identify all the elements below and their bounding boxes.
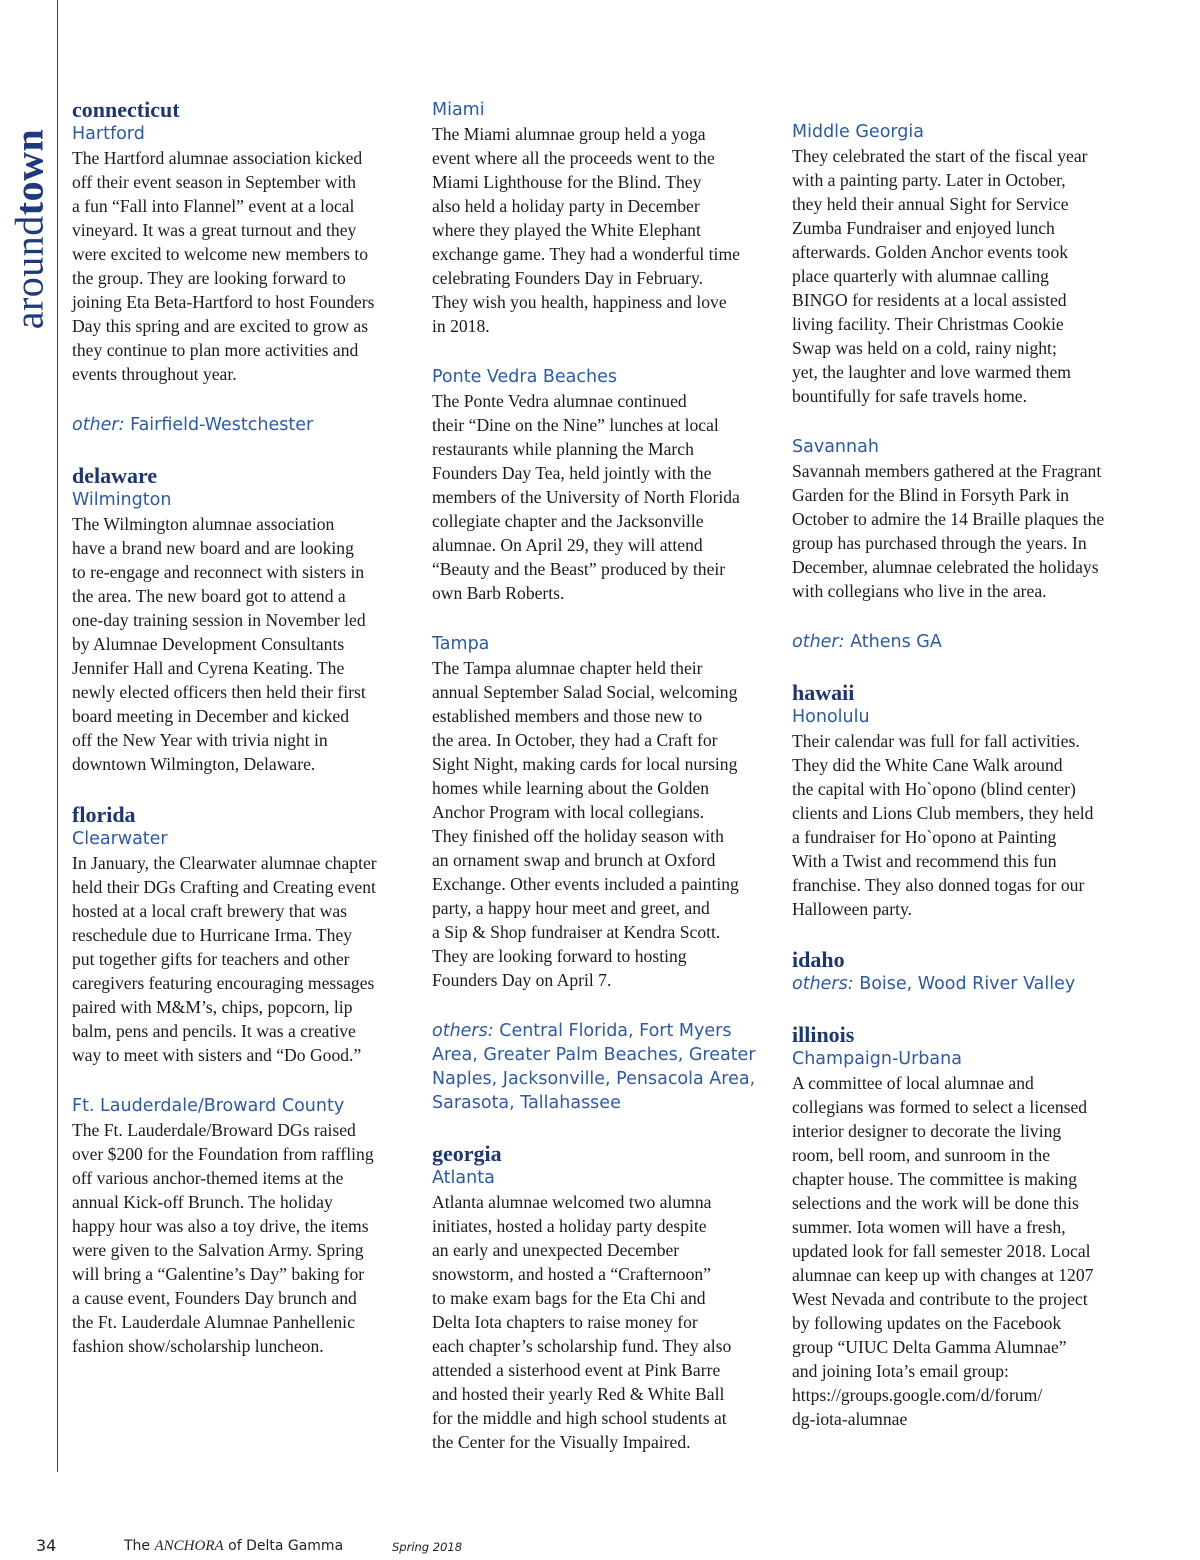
column-3 xyxy=(792,120,1132,1431)
section-label-around: around xyxy=(6,215,52,330)
state-heading-idaho: idaho xyxy=(792,947,845,972)
article-wilmington: The Wilmington alumnae association have a brand new board and are looking to re-engage and reconnect with sisters in the area. The new board got to attend a one-day training session in November led by Alumnae Development Consultants Jennifer Hall and Cyrena Keating. The newly elected officers then held their first board meeting in December and kicked off the New Year with trivia night in downtown Wilmington, Delaware. xyxy=(72,514,366,774)
others-label: others: xyxy=(432,1021,494,1041)
other-label: other: xyxy=(792,632,845,652)
other-label: other: xyxy=(72,415,125,435)
article-middlegeorgia: They celebrated the start of the fiscal year with a painting party. Later in October, they held their annual Sight for Service Zumba Fundraiser and enjoyed lunch afterwards. Golden Anchor events took place quarterly with alumnae calling BINGO for residents at a local assisted living facility. Their Christmas Cookie Swap was held on a cold, rainy night; yet, the laughter and love warmed them bountifully for safe travels home. xyxy=(792,146,1088,406)
publication-title xyxy=(124,1538,343,1555)
city-heading-tampa: Tampa xyxy=(432,634,490,654)
issue-season: Spring 2018 xyxy=(392,1540,463,1554)
pub-the: The xyxy=(124,1538,151,1554)
article-clearwater: In January, the Clearwater alumnae chapter held their DGs Crafting and Creating event hosted at a local craft brewery that was reschedule due to Hurricane Irma. They put together gifts for teachers and other caregivers featuring encouraging messages paired with M&M’s, chips, popcorn, lip balm, pens and pencils. It was a creative way to meet with sisters and “Do Good.” xyxy=(72,853,377,1065)
city-heading-clearwater: Clearwater xyxy=(72,829,168,849)
state-heading-hawaii: hawaii xyxy=(792,680,855,705)
city-heading-pontevedra: Ponte Vedra Beaches xyxy=(432,367,617,387)
city-heading-miami: Miami xyxy=(432,100,485,120)
city-heading-ftlauderdale: Ft. Lauderdale/Broward County xyxy=(72,1096,345,1116)
article-hartford: The Hartford alumnae association kicked off their event season in September with a fun “Fall into Flannel” event at a local vineyard. It was a great turnout and they were excited to welcome new members to the group. They are looking forward to joining Eta Beta-Hartford to host Founders Day this spring and are excited to grow as they continue to plan more activities and events throughout year. xyxy=(72,148,375,384)
others-value: Boise, Wood River Valley xyxy=(859,974,1076,994)
column-2 xyxy=(432,98,772,1454)
article-tampa: The Tampa alumnae chapter held their annual September Salad Social, welcoming established members and those new to the area. In October, they had a Craft for Sight Night, making cards for local nursing homes while learning about the Golden Anchor Program with local collegians. They finished off the holiday season with an ornament swap and brunch at Oxford Exchange. Other events included a painting party, a happy hour meet and greet, and a Sip & Shop fundraiser at Kendra Scott. They are looking forward to hosting Founders Day on April 7. xyxy=(432,658,739,990)
pub-rest: of Delta Gamma xyxy=(228,1538,344,1554)
city-heading-honolulu: Honolulu xyxy=(792,707,870,727)
article-champaign: A committee of local alumnae and collegians was formed to select a licensed interior designer to decorate the living room, bell room, and sunroom in the chapter house. The committee is making selections and the work will be done this summer. Iota women will have a fresh, updated look for fall semester 2018. Local alumnae can keep up with changes at 1207 West Nevada and contribute to the project by following updates on the Facebook group “UIUC Delta Gamma Alumnae” and joining Iota’s email group: https://groups.google.com/d/forum/ dg-iota-alumnae xyxy=(792,1073,1094,1429)
article-miami: The Miami alumnae group held a yoga event where all the proceeds went to the Miami Lighthouse for the Blind. They also held a holiday party in December where they played the White Elephant exchange game. They had a wonderful time celebrating Founders Day in February. They wish you health, happiness and love in 2018. xyxy=(432,124,740,336)
state-heading-florida: florida xyxy=(72,802,136,827)
article-savannah: Savannah members gathered at the Fragrant Garden for the Blind in Forsyth Park in October to admire the 14 Braille plaques the group has purchased through the years. In December, alumnae celebrated the holidays with collegians who live in the area. xyxy=(792,461,1105,601)
page-number: 34 xyxy=(36,1536,57,1555)
city-heading-middlegeorgia: Middle Georgia xyxy=(792,122,924,142)
pub-anchora: ANCHORA xyxy=(154,1538,224,1554)
state-heading-connecticut: connecticut xyxy=(72,97,180,122)
city-heading-savannah: Savannah xyxy=(792,437,879,457)
article-atlanta: Atlanta alumnae welcomed two alumna initiates, hosted a holiday party despite an early and unexpected December snowstorm, and hosted a “Crafternoon” to make exam bags for the Eta Chi and Delta Iota chapters to raise money for each chapter’s scholarship fund. They also attended a sisterhood event at Pink Barre and hosted their yearly Red & White Ball for the middle and high school students at the Center for the Visually Impaired. xyxy=(432,1192,732,1452)
section-label-town: town xyxy=(6,128,52,216)
other-chapters-georgia xyxy=(792,630,1132,654)
article-honolulu: Their calendar was full for fall activities. They did the White Cane Walk around the capital with Ho`opono (blind center) clients and Lions Club members, they held a fundraiser for Ho`opono at Painting With a Twist and recommend this fun franchise. They also donned togas for our Halloween party. xyxy=(792,731,1094,919)
state-heading-delaware: delaware xyxy=(72,463,158,488)
city-heading-wilmington: Wilmington xyxy=(72,490,172,510)
state-heading-illinois: illinois xyxy=(792,1022,855,1047)
page-footer xyxy=(0,1536,1200,1560)
sidebar-rule xyxy=(57,0,58,1472)
others-label: others: xyxy=(792,974,854,994)
state-heading-georgia: georgia xyxy=(432,1141,502,1166)
other-value: Athens GA xyxy=(850,632,942,652)
city-heading-atlanta: Atlanta xyxy=(432,1168,495,1188)
city-heading-hartford: Hartford xyxy=(72,124,145,144)
other-value: Fairfield-Westchester xyxy=(130,415,314,435)
others-value: Central Florida, Fort Myers Area, Greater Palm Beaches, Greater Naples, Jacksonville, Pensacola Area, Sarasota, Tallahassee xyxy=(432,1021,756,1113)
city-heading-champaign: Champaign-Urbana xyxy=(792,1049,962,1069)
article-ftlauderdale: The Ft. Lauderdale/Broward DGs raised over $200 for the Foundation from raffling off various anchor-themed items at the annual Kick-off Brunch. The holiday happy hour was also a toy drive, the items were given to the Salvation Army. Spring will bring a “Galentine’s Day” baking for a cause event, Founders Day brunch and the Ft. Lauderdale Alumnae Panhellenic fashion show/scholarship luncheon. xyxy=(72,1120,374,1356)
other-chapters-florida xyxy=(432,1019,772,1115)
other-chapters-idaho xyxy=(792,972,1132,996)
article-pontevedra: The Ponte Vedra alumnae continued their “Dine on the Nine” lunches at local restaurants while planning the March Founders Day Tea, held jointly with the members of the University of North Florida collegiate chapter and the Jacksonville alumnae. On April 29, they will attend “Beauty and the Beast” produced by their own Barb Roberts. xyxy=(432,391,740,603)
other-chapters-connecticut xyxy=(72,413,412,437)
column-1 xyxy=(72,98,412,1358)
section-label xyxy=(4,124,54,334)
